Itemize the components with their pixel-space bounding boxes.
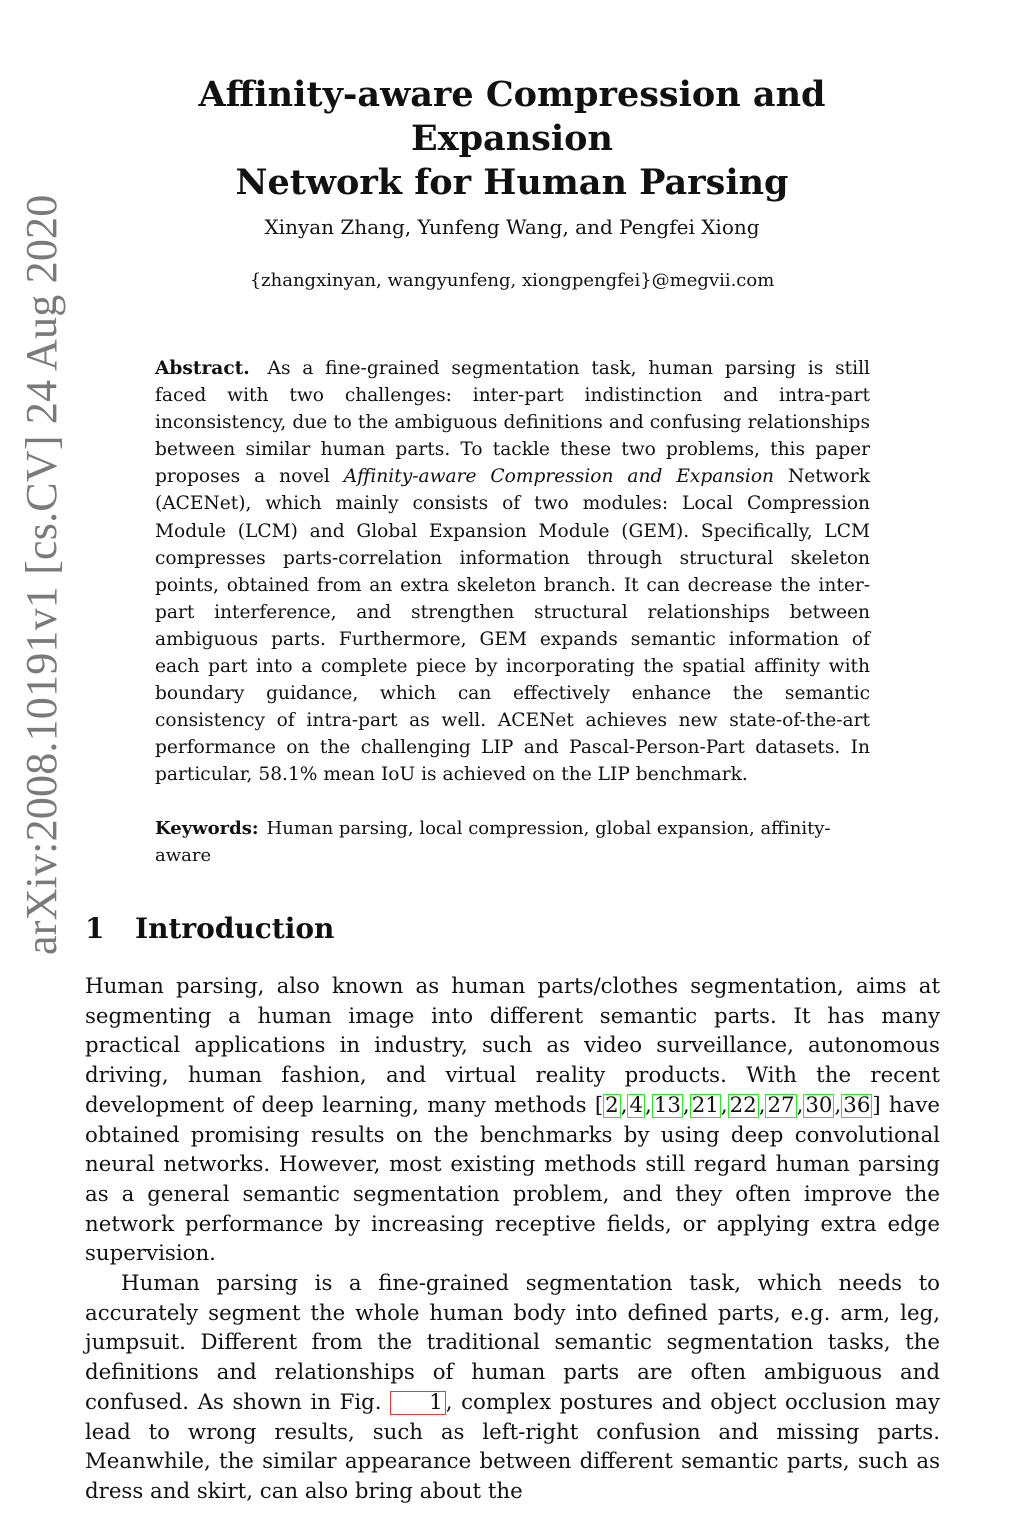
paragraph-1-text-before: Human parsing, also known as human parts/clothes segmentation, aims at segmenting a human image into different semantic parts. It has many practical applications in industry, such as video surveillance, autonomous driving, human fashion, and virtual reality products. With the recent development of deep learning, many methods bbox=[85, 974, 940, 1118]
citation-link-6[interactable]: 27 bbox=[767, 1092, 795, 1118]
citation-open-bracket: [ bbox=[594, 1092, 604, 1118]
section-body bbox=[85, 972, 940, 1507]
abstract-emphasis: Affinity-aware Compression and Expansion bbox=[343, 466, 775, 488]
section-number: 1 bbox=[85, 912, 105, 945]
citation-link-8[interactable]: 36 bbox=[843, 1092, 871, 1118]
citation-link-7[interactable]: 30 bbox=[805, 1092, 833, 1118]
keywords bbox=[155, 815, 885, 869]
keywords-label: Keywords: bbox=[155, 818, 259, 839]
citation-link-2[interactable]: 4 bbox=[629, 1092, 644, 1118]
title-line-2: Network for Human Parsing bbox=[235, 162, 789, 203]
abstract-text-part1: As a fine-grained segmentation task, human parsing is still faced with two challenges: inter-part indistinction and intra-part inconsistency, due to the ambiguous definitions and confusing relationships between similar human parts. To tackle these two problems, this paper proposes a novel bbox=[155, 358, 870, 488]
abstract-label: Abstract. bbox=[155, 358, 250, 379]
citation-link-3[interactable]: 13 bbox=[653, 1092, 681, 1118]
paper-title bbox=[110, 73, 914, 205]
paragraph-1-text-after: have obtained promising results on the benchmarks by using deep convolutional neural networks. However, most existing methods still regard human parsing as a general semantic segmentation problem, and they often improve the network performance by increasing receptive fields, or applying extra edge supervision. bbox=[85, 1092, 940, 1267]
section-title: Introduction bbox=[135, 912, 335, 945]
citation-link-1[interactable]: 2 bbox=[605, 1092, 619, 1118]
citation-close-bracket: ] bbox=[872, 1092, 881, 1118]
citation-link-4[interactable]: 21 bbox=[691, 1092, 719, 1118]
author-list: Xinyan Zhang, Yunfeng Wang, and Pengfei Xiong bbox=[264, 215, 760, 239]
paragraph-1 bbox=[85, 972, 940, 1269]
author-emails: {zhangxinyan, wangyunfeng, xiongpengfei}@megvii.com bbox=[249, 270, 775, 291]
section-heading bbox=[85, 912, 334, 945]
abstract bbox=[155, 355, 870, 789]
citation-link-5[interactable]: 22 bbox=[729, 1092, 757, 1118]
title-line-1: Affinity-aware Compression and Expansion bbox=[198, 74, 826, 159]
paragraph-2 bbox=[85, 1269, 940, 1507]
abstract-text-part2: Network (ACENet), which mainly consists of two modules: Local Compression Module (LCM) and Global Expansion Module (GEM). Specifically, LCM compresses parts-correlation information through structural skeleton points, obtained from an extra skeleton branch. It can decrease the inter-part interference, and strengthen structural relationships between ambiguous parts. Furthermore, GEM expands semantic information of each part into a complete piece by incorporating the spatial affinity with boundary guidance, which can effectively enhance the semantic consistency of intra-part as well. ACENet achieves new state-of-the-art performance on the challenging LIP and Pascal-Person-Part datasets. In particular, 58.1% mean IoU is achieved on the LIP benchmark. bbox=[155, 466, 870, 786]
paragraph-2-text-after: , complex postures and object occlusion may lead to wrong results, such as left-right confusion and missing parts. Meanwhile, the similar appearance between different semantic parts, such as dress and skirt, can also bring about the bbox=[85, 1389, 940, 1504]
citation-group: [2,4,13,21,22,27,30,36] bbox=[594, 1092, 881, 1118]
arxiv-stamp: arXiv:2008.10191v1 [cs.CV] 24 Aug 2020 bbox=[17, 194, 66, 955]
figure-reference-link[interactable]: 1 bbox=[390, 1391, 446, 1415]
keywords-text: Human parsing, local compression, global expansion, affinity-aware bbox=[155, 818, 831, 866]
paragraph-2-text-before: Human parsing is a fine-grained segmentation task, which needs to accurately segment the whole human body into defined parts, e.g. arm, leg, jumpsuit. Different from the traditional semantic segmentation tasks, the definitions and relationships of human parts are often ambiguous and confused. As shown in Fig. bbox=[85, 1271, 940, 1415]
